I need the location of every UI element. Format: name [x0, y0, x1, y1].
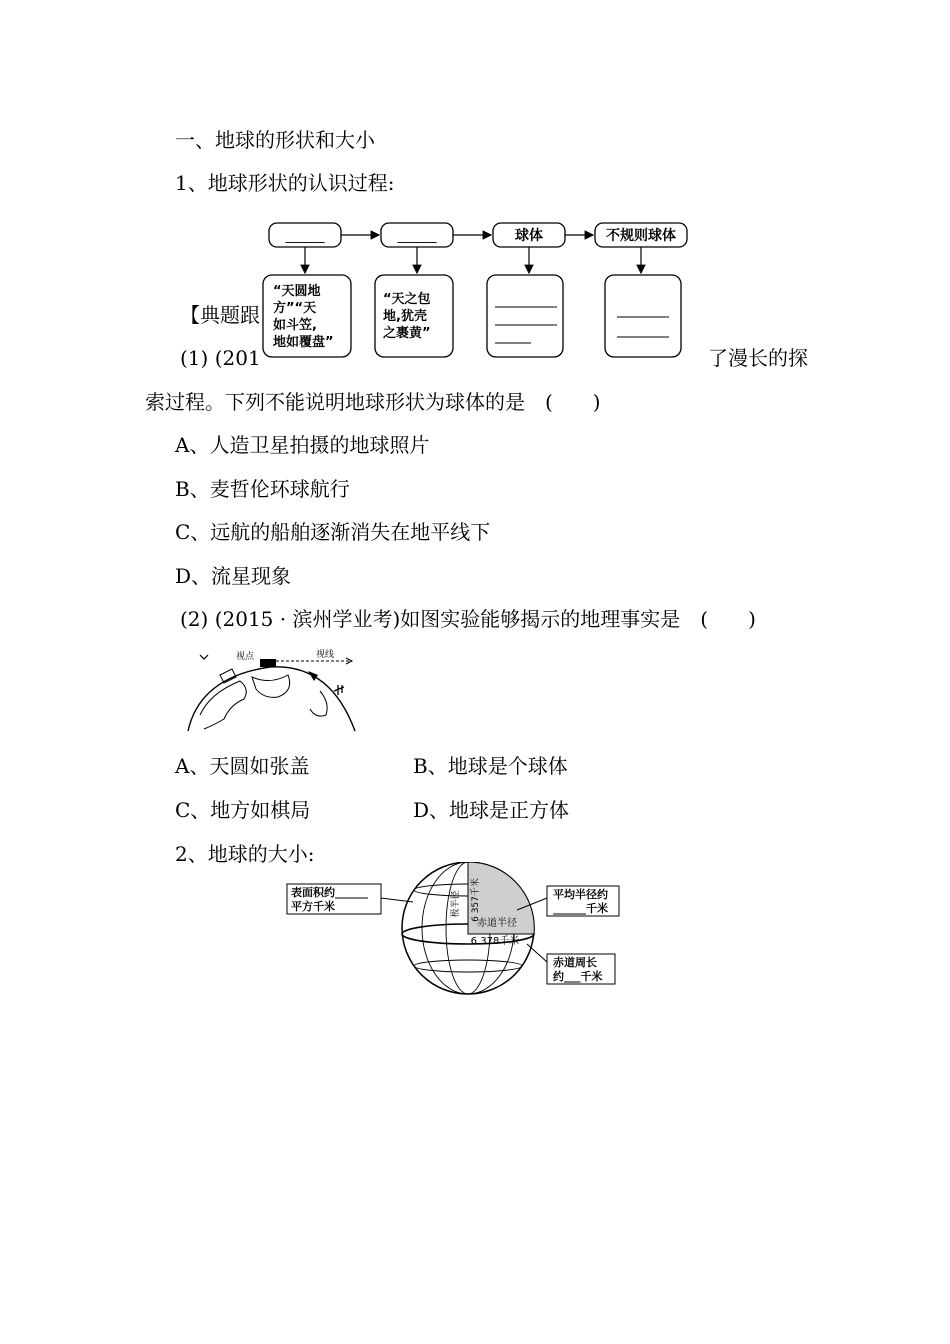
flow-box2-line-1: “天之包	[383, 292, 431, 307]
q1-option-d: D、流星现象	[175, 564, 292, 588]
item2-label: 2、地球的大小:	[175, 842, 315, 866]
q1-option-c: C、远航的船舶逐渐消失在地平线下	[175, 520, 491, 544]
q1-end: 了漫长的探	[708, 346, 808, 370]
equatorial-radius-label: 赤道半径	[477, 918, 517, 929]
viewpoint-label: 视点	[236, 652, 255, 662]
mean-radius-line-1: 平均半径约	[553, 888, 608, 901]
flow-box2-line-3: 之裹黄”	[383, 326, 431, 341]
flow-stage-3-label: 球体	[515, 228, 543, 244]
example-header-partial: 【典题跟	[180, 303, 260, 327]
earth-size-globe-figure	[285, 862, 625, 997]
surface-area-line-1: 表面积约______	[291, 886, 368, 899]
landmass-right	[310, 691, 327, 716]
q2-option-b: B、地球是个球体	[413, 754, 568, 778]
equatorial-radius-value: 6 378千米	[470, 936, 520, 947]
polar-radius-label: 极半径	[451, 890, 461, 918]
q1-start: (1) (201	[180, 346, 261, 370]
polar-radius-value: 6 357千米	[471, 878, 481, 922]
ship-far-icon	[200, 655, 208, 659]
q1-option-a: A、人造卫星拍摄的地球照片	[175, 433, 430, 457]
q2-option-c: C、地方如棋局	[175, 798, 311, 822]
mean-radius-line-2: ______千米	[553, 902, 608, 915]
q2-option-d: D、地球是正方体	[413, 798, 570, 822]
flow-stage-2-blank: ______	[397, 229, 437, 244]
surface-area-line-2: 平方千米	[291, 900, 335, 913]
flow-detail-box-4	[605, 275, 681, 357]
ship-horizon-figure	[180, 645, 370, 735]
item1-label: 1、地球形状的认识过程:	[175, 171, 395, 195]
earth-shape-flow-diagram	[255, 215, 705, 365]
circumference-line-1: 赤道周长	[553, 956, 597, 969]
ship-mid-icon	[308, 671, 318, 681]
q2-option-a: A、天圆如张盖	[175, 754, 310, 778]
landmass-left	[200, 681, 246, 729]
flow-box1-line-1: “天圆地	[273, 284, 321, 299]
flow-box2-line-2: 地,犹壳	[383, 309, 427, 324]
flow-stage-4-label: 不规则球体	[606, 228, 676, 244]
section-heading: 一、地球的形状和大小	[175, 128, 375, 152]
flow-box1-line-2: 方”“天	[273, 301, 317, 316]
earth-curve	[188, 667, 355, 731]
sightline-label: 视线	[316, 650, 335, 660]
q1-line-2: 索过程。下列不能说明地球形状为球体的是 ( )	[145, 390, 601, 414]
ship-left-icon	[220, 669, 236, 683]
viewpoint-observer	[260, 659, 276, 667]
flow-stage-1-blank: ______	[285, 229, 325, 244]
landmass-center	[252, 675, 290, 697]
flow-box1-line-3: 如斗笠,	[273, 318, 317, 333]
ship-right-icon	[334, 685, 344, 695]
circumference-line-2: 约___千米	[553, 970, 603, 983]
flow-detail-box-3	[487, 275, 563, 357]
q2-stem: (2) (2015 · 滨州学业考)如图实验能够揭示的地理事实是 ( )	[180, 607, 756, 631]
q1-option-b: B、麦哲伦环球航行	[175, 477, 350, 501]
flow-box1-line-4: 地如覆盘”	[273, 335, 334, 350]
